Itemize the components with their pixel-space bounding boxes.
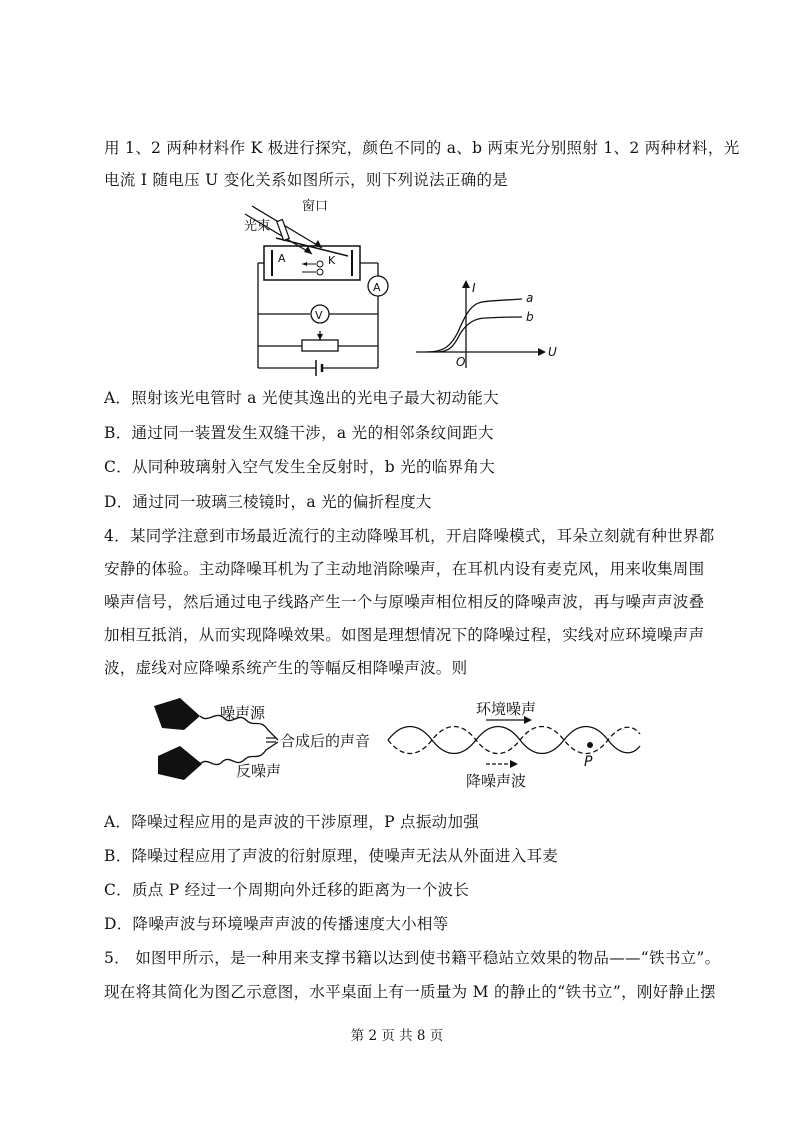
circuit-window-label: 窗口 xyxy=(302,199,329,214)
q4-option-d: D．降噪声波与环境噪声声波的传播速度大小相等 xyxy=(104,915,449,933)
q4-option-b: B．降噪过程应用了声波的衍射原理，使噪声无法从外面进入耳麦 xyxy=(104,847,559,865)
q5-stem-line-1: 5． 如图甲所示，是一种用来支撑书籍以达到使书籍平稳站立效果的物品——“铁书立”。 xyxy=(104,949,721,967)
noise-source-label: 噪声源 xyxy=(220,704,266,722)
q4-stem-line-1: 4．某同学注意到市场最近流行的主动降噪耳机，开启降噪模式，耳朵立刻就有种世界都 xyxy=(104,527,715,545)
graph-origin-label: O xyxy=(456,355,466,369)
voltmeter-label: V xyxy=(315,309,323,322)
q3-option-b: B．通过同一装置发生双缝干涉，a 光的相邻条纹间距大 xyxy=(104,424,494,442)
point-p-label: P xyxy=(584,754,593,770)
q4-option-a: A．降噪过程应用的是声波的干涉原理，P 点振动加强 xyxy=(104,813,480,831)
q4-stem-line-4: 加相互抵消，从而实现降噪效果。如图是理想情况下的降噪过程，实线对应环境噪声声 xyxy=(104,626,705,644)
q4-option-c: C．质点 P 经过一个周期向外迁移的距离为一个波长 xyxy=(104,881,470,899)
curve-a xyxy=(426,299,522,352)
iu-curve-graph xyxy=(412,276,562,372)
anti-noise-speaker-icon xyxy=(158,746,202,780)
q3-stem-line-1: 用 1、2 两种材料作 K 极进行探究，颜色不同的 a、b 两束光分别照射 1、2 两种材料，光 xyxy=(104,139,740,157)
q3-stem-line-2: 电流 I 随电压 U 变化关系如图所示，则下列说法正确的是 xyxy=(104,171,509,189)
graph-y-axis-label: I xyxy=(472,281,476,295)
circuit-cathode-label: K xyxy=(328,254,336,267)
reduce-wave-label: 降噪声波 xyxy=(466,772,527,790)
curve-b-label: b xyxy=(526,310,534,324)
page-footer: 第 2 页 共 8 页 xyxy=(350,1028,444,1044)
anti-noise-label: 反噪声 xyxy=(236,762,282,780)
noise-source-speaker-icon xyxy=(154,698,200,730)
q3-option-a: A．照射该光电管时 a 光使其逸出的光电子最大初动能大 xyxy=(104,389,499,407)
q5-stem-line-2: 现在将其简化为图乙示意图，水平桌面上有一质量为 M 的静止的“铁书立”，刚好静止摆 xyxy=(104,983,716,1001)
curve-a-label: a xyxy=(526,291,534,305)
photoelectric-circuit-diagram xyxy=(240,196,400,376)
q4-stem-line-2: 安静的体验。主动降噪耳机为了主动地消除噪声，在耳机内设有麦克风，用来收集周围 xyxy=(104,560,705,578)
curve-b xyxy=(436,317,522,352)
ammeter-label: A xyxy=(373,281,381,294)
noise-cancel-figure xyxy=(150,694,650,794)
circuit-anode-label: A xyxy=(278,252,286,265)
combined-sound-label: 合成后的声音 xyxy=(280,732,371,750)
reduce-noise-wave xyxy=(388,727,640,754)
env-noise-label: 环境噪声 xyxy=(476,700,537,718)
circuit-light-beam-label: 光束 xyxy=(244,219,271,234)
q4-stem-line-5: 波，虚线对应降噪系统产生的等幅反相降噪声波。则 xyxy=(104,659,468,677)
env-noise-wave xyxy=(388,727,640,754)
point-p xyxy=(587,742,593,748)
graph-x-axis-label: U xyxy=(548,345,557,359)
q3-option-d: D．通过同一玻璃三棱镜时，a 光的偏折程度大 xyxy=(104,493,432,511)
q4-stem-line-3: 噪声信号，然后通过电子线路产生一个与原噪声相位相反的降噪声波，再与噪声声波叠 xyxy=(104,593,705,611)
q3-option-c: C．从同种玻璃射入空气发生全反射时，b 光的临界角大 xyxy=(104,458,496,476)
